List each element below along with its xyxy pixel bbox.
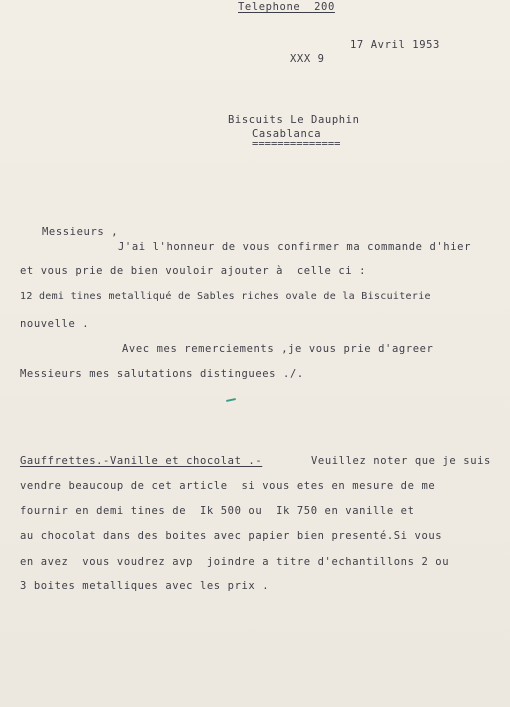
salutation: Messieurs , — [42, 226, 119, 238]
section-line-2: vendre beaucoup de cet article si vous etes en mesure de me — [20, 480, 436, 492]
recipient-name: Biscuits Le Dauphin — [228, 114, 360, 126]
section-line-5: en avez vous voudrez avp joindre a titre d'echantillons 2 ou — [20, 556, 450, 568]
closing-line-1: Avec mes remerciements ,je vous prie d'agreer — [122, 343, 434, 355]
body-line-2: et vous prie de bien vouloir ajouter à celle ci : — [20, 265, 367, 277]
section-line-1: Veuillez noter que je suis — [311, 455, 491, 467]
reference-number: XXX 9 — [290, 53, 325, 65]
body-line-3: 12 demi tines metalliqué de Sables riches ovale de la Biscuiterie — [20, 291, 431, 302]
body-line-1: J'ai l'honneur de vous confirmer ma commande d'hier — [118, 241, 471, 253]
section-line-4: au chocolat dans des boites avec papier bien presenté.Si vous — [20, 530, 443, 542]
section-line-3: fournir en demi tines de Ik 500 ou Ik 750 en vanille et — [20, 505, 415, 517]
telephone-header: Telephone 200 — [238, 1, 335, 13]
ink-mark — [226, 398, 236, 402]
recipient-city: Casablanca — [252, 128, 322, 140]
closing-line-2: Messieurs mes salutations distinguees ./. — [20, 368, 304, 380]
body-line-4: nouvelle . — [20, 318, 90, 330]
section-title: Gauffrettes.-Vanille et chocolat .- — [20, 455, 263, 467]
letter-date: 17 Avril 1953 — [350, 39, 440, 51]
section-line-6: 3 boites metalliques avec les prix . — [20, 580, 270, 592]
recipient-underline: ============== — [252, 138, 341, 150]
